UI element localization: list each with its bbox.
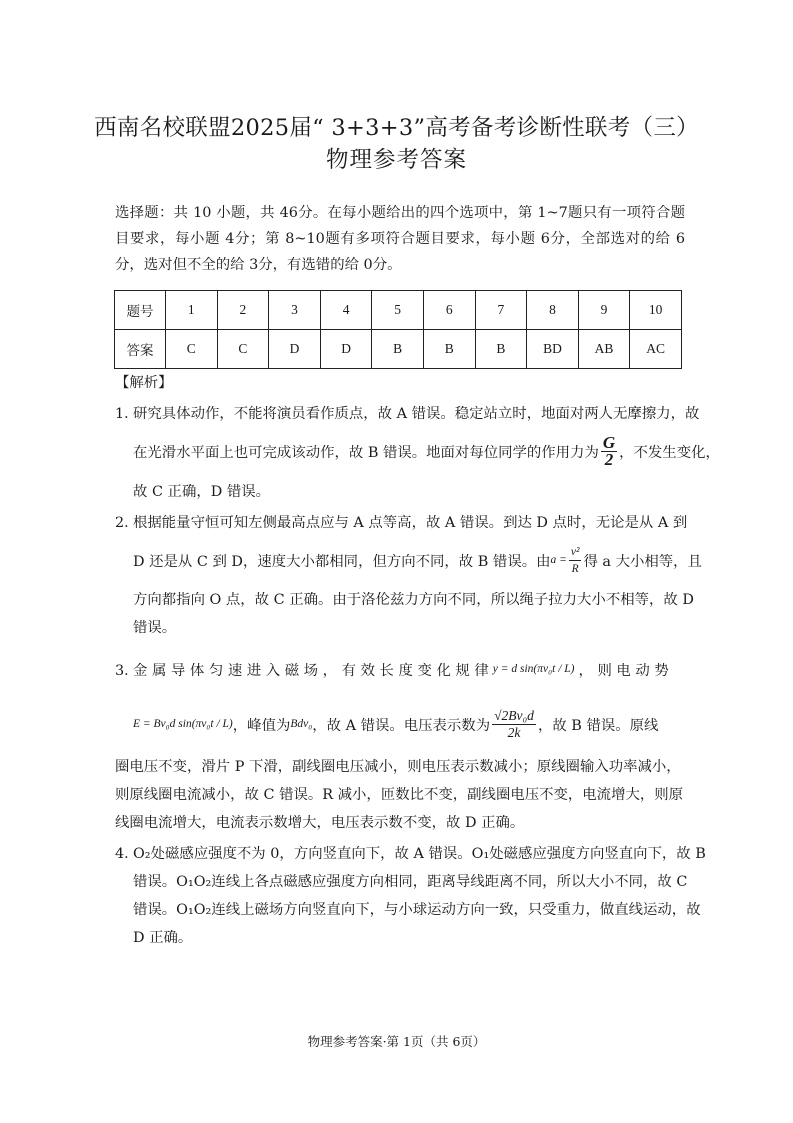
q1-frac-numerator: G	[602, 432, 616, 452]
table-cell: D	[320, 330, 372, 369]
q3-line-2	[133, 704, 658, 744]
q2-line-4: 错误。	[133, 620, 177, 636]
question-number-row	[115, 291, 682, 330]
table-cell: 6	[423, 291, 475, 330]
document-title: 西南名校联盟2025届“ 3+3+3”高考备考诊断性联考（三）	[94, 115, 699, 141]
q3-line-2b: ，故 A 错误。电压表示数为	[312, 717, 491, 734]
q3-fraction	[492, 708, 536, 741]
q2-number: 2．	[115, 515, 139, 531]
q1-number: 1．	[115, 406, 139, 422]
table-cell: 2	[217, 291, 269, 330]
table-cell: 9	[578, 291, 630, 330]
row-label-number: 题号	[115, 291, 166, 330]
q4-line-1: O₂处磁感应强度不为 0，方向竖直向下，故 A 错误。O₁处磁感应强度方向竖直向下，故 B	[133, 846, 706, 862]
table-cell: 1	[166, 291, 218, 330]
table-cell: 10	[630, 291, 682, 330]
table-cell: 3	[269, 291, 321, 330]
table-cell: B	[423, 330, 475, 369]
q3-line-2a: ，峰值为	[232, 717, 291, 734]
q1-line-2b: ，不发生变化，	[619, 444, 720, 461]
table-cell: B	[372, 330, 424, 369]
q3-equation-1: y = d sin(πv₀t / L)	[492, 663, 575, 675]
q1-line-1: 研究具体动作，不能将演员看作质点，故 A 错误。稳定站立时，地面对两人无摩擦力，故	[133, 406, 700, 422]
q3-line-3: 圈电压不变，滑片 P 下滑，副线圈电压减小，则电压表示数减小；原线圈输入功率减小，	[115, 759, 681, 775]
q4-line-3: 错误。O₁O₂连线上磁场方向竖直向下，与小球运动方向一致，只受重力，做直线运动，故	[133, 902, 701, 918]
q1-frac-denominator: 2	[604, 449, 614, 469]
answer-row	[115, 330, 682, 369]
q2-fraction	[569, 544, 582, 577]
analysis-heading: 【解析】	[115, 375, 173, 391]
q3-line-1	[133, 652, 669, 686]
page-footer: 物理参考答案·第 1页（共 6页）	[307, 1034, 486, 1049]
table-cell: C	[217, 330, 269, 369]
answer-table	[114, 290, 682, 369]
q3-line-5: 线圈电流增大，电流表示数增大，电压表示数不变，故 D 正确。	[115, 815, 525, 831]
table-cell: 4	[320, 291, 372, 330]
table-cell: 7	[475, 291, 527, 330]
q4-number: 4．	[115, 846, 139, 862]
table-cell: AC	[630, 330, 682, 369]
q2-line-1: 根据能量守恒可知左侧最高点应与 A 点等高，故 A 错误。到达 D 点时，无论是从 A 到	[133, 515, 688, 531]
q4-line-4: D 正确。	[133, 930, 193, 946]
q3-number: 3．	[115, 663, 139, 679]
q3-frac-numerator: √2Bv₀d	[494, 707, 534, 723]
q3-line-1b: ， 则 电 动 势	[578, 662, 669, 679]
q1-line-2	[133, 432, 720, 470]
q1-line-2a: 在光滑水平面上也可完成该动作，故 B 错误。地面对每位同学的作用力为	[133, 444, 599, 461]
table-cell: BD	[527, 330, 579, 369]
q3-equation-3: Bdv₀	[290, 718, 313, 730]
table-cell: 5	[372, 291, 424, 330]
q4-line-2: 错误。O₁O₂连线上各点磁感应强度方向相同，距离导线距离不同，所以大小不同，故 C	[133, 874, 688, 890]
q3-line-4: 则原线圈电流减小，故 C 错误。R 减小，匝数比不变，副线圈电压不变，电流增大，则原	[115, 787, 684, 803]
document-subtitle: 物理参考答案	[325, 147, 467, 173]
table-cell: 8	[527, 291, 579, 330]
q2-line-2	[133, 541, 702, 579]
q2-line-2b: 得 a 大小相等，且	[583, 553, 702, 570]
q2-frac-numerator: v²	[569, 544, 582, 561]
q3-frac-denominator: 2k	[507, 724, 521, 740]
q2-line-2a: D 还是从 C 到 D，速度大小都相同，但方向不同，故 B 错误。由	[133, 553, 551, 570]
q2-frac-denominator: R	[571, 562, 579, 575]
q1-fraction	[601, 432, 617, 469]
table-cell: AB	[578, 330, 630, 369]
q3-line-2c: ，故 B 错误。原线	[537, 717, 659, 734]
table-cell: C	[166, 330, 218, 369]
q2-line-3: 方向都指向 O 点，故 C 正确。由于洛伦兹力方向不同，所以绳子拉力大小不相等，故 D	[133, 592, 694, 608]
table-cell: B	[475, 330, 527, 369]
row-label-answer: 答案	[115, 330, 166, 369]
q3-line-1a: 金 属 导 体 匀 速 进 入 磁 场 ， 有 效 长 度 变 化 规 律	[133, 662, 489, 679]
table-cell: D	[269, 330, 321, 369]
q1-line-3: 故 C 正确，D 错误。	[133, 484, 271, 500]
q2-equation: a =	[550, 554, 567, 566]
intro-paragraph: 选择题：共 10 小题，共 46分。在每小题给出的四个选项中，第 1~7题只有一项符合题目要求，每小题 4分；第 8~10题有多项符合题目要求，每小题 6分，全部选对的给 6 分，选对但不全的给 3分，有选错的给 0分。	[115, 205, 685, 273]
q3-equation-2: E = Bv₀d sin(πv₀t / L)	[133, 718, 233, 730]
